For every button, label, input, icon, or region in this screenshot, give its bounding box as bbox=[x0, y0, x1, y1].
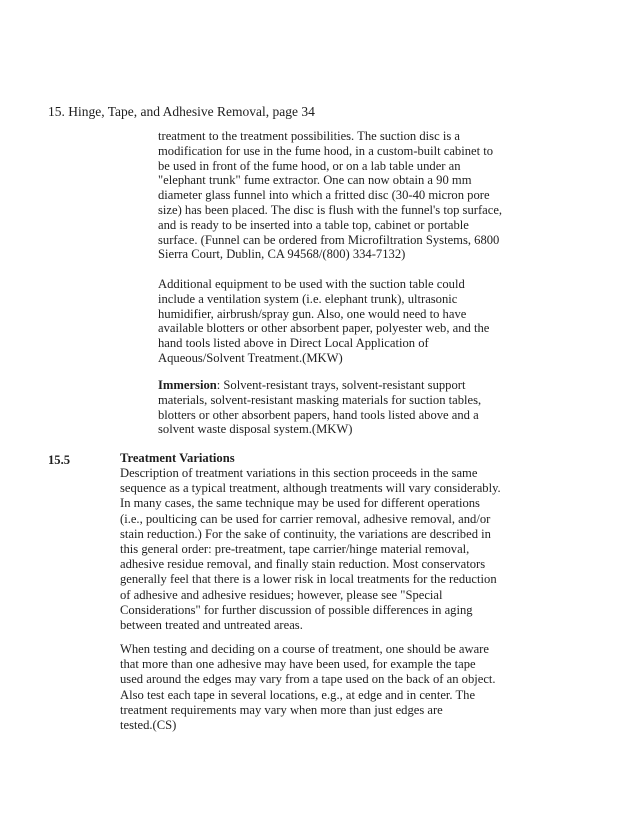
text-line: blotters or other absorbent papers, hand tools listed above and a bbox=[158, 407, 479, 422]
text-line: humidifier, airbrush/spray gun. Also, one would need to have bbox=[158, 306, 467, 321]
text-line: sequence as a typical treatment, although treatments will vary considerably. bbox=[120, 481, 501, 496]
text-line: hand tools listed above in Direct Local Application of bbox=[158, 336, 429, 351]
text-line: (i.e., poulticing can be used for carrier removal, adhesive removal, and/or bbox=[120, 511, 491, 526]
paragraph-treatment-variations bbox=[120, 466, 570, 633]
text-line: generally feel that there is a lower risk in local treatments for the reduction bbox=[120, 572, 497, 587]
text-line: surface. (Funnel can be ordered from Microfiltration Systems, 6800 bbox=[158, 232, 500, 247]
text-line: stain reduction.) For the sake of continuity, the variations are described in bbox=[120, 526, 491, 541]
text-line: size) has been placed. The disc is flush with the funnel's top surface, bbox=[158, 202, 503, 217]
immersion-lead: Immersion bbox=[158, 378, 217, 392]
paragraph-testing-advice bbox=[120, 642, 570, 733]
text-line: solvent waste disposal system.(MKW) bbox=[158, 422, 353, 437]
paragraph-additional-equipment bbox=[158, 277, 558, 366]
text-line: between treated and untreated areas. bbox=[120, 618, 303, 633]
paragraph-suction-disc bbox=[158, 129, 558, 262]
section-number: 15.5 bbox=[48, 453, 71, 467]
immersion-rest: : Solvent-resistant trays, solvent-resistant support bbox=[216, 378, 466, 392]
text-line: Also test each tape in several locations, e.g., at edge and in center. The bbox=[120, 687, 476, 702]
text-line: materials, solvent-resistant masking materials for suction tables, bbox=[158, 392, 482, 407]
text-line: treatment requirements may vary when more than just edges are bbox=[120, 702, 443, 717]
text-line bbox=[158, 378, 558, 393]
text-line: that more than one adhesive may have been used, for example the tape bbox=[120, 657, 476, 672]
text-line: diameter glass funnel into which a fritted disc (30-40 micron pore bbox=[158, 188, 490, 203]
text-line: available blotters or other absorbent paper, polyester web, and the bbox=[158, 321, 490, 336]
text-line: Description of treatment variations in this section proceeds in the same bbox=[120, 466, 478, 480]
text-line: Sierra Court, Dublin, CA 94568/(800) 334-7132) bbox=[158, 247, 406, 262]
text-line: When testing and deciding on a course of treatment, one should be aware bbox=[120, 642, 489, 656]
paragraph-immersion bbox=[158, 378, 558, 437]
text-line: modification for use in the fume hood, in a custom-built cabinet to bbox=[158, 143, 494, 158]
text-line: "elephant trunk" fume extractor. One can now obtain a 90 mm bbox=[158, 173, 472, 188]
text-line: treatment to the treatment possibilities. The suction disc is a bbox=[158, 129, 460, 143]
text-line: include a ventilation system (i.e. elephant trunk), ultrasonic bbox=[158, 291, 458, 306]
text-line: be used in front of the fume hood, or on a lab table under an bbox=[158, 158, 461, 173]
text-line: of adhesive and adhesive residues; however, please see "Special bbox=[120, 587, 443, 602]
text-line: tested.(CS) bbox=[120, 718, 177, 733]
text-line: and is ready to be inserted into a table top, cabinet or portable bbox=[158, 217, 469, 232]
text-line: Additional equipment to be used with the suction table could bbox=[158, 277, 465, 291]
text-line: this general order: pre-treatment, tape carrier/hinge material removal, bbox=[120, 542, 470, 557]
section-title: Treatment Variations bbox=[120, 451, 235, 465]
text-line: adhesive residue removal, and finally stain reduction. Most conservators bbox=[120, 557, 486, 572]
text-line: In many cases, the same technique may be used for different operations bbox=[120, 496, 480, 511]
text-line: Aqueous/Solvent Treatment.(MKW) bbox=[158, 350, 343, 365]
text-line: Considerations" for further discussion of possible differences in aging bbox=[120, 602, 473, 617]
page-header: 15. Hinge, Tape, and Adhesive Removal, page 34 bbox=[48, 104, 315, 119]
text-line: used around the edges may vary from a tape used on the back of an object. bbox=[120, 672, 496, 687]
